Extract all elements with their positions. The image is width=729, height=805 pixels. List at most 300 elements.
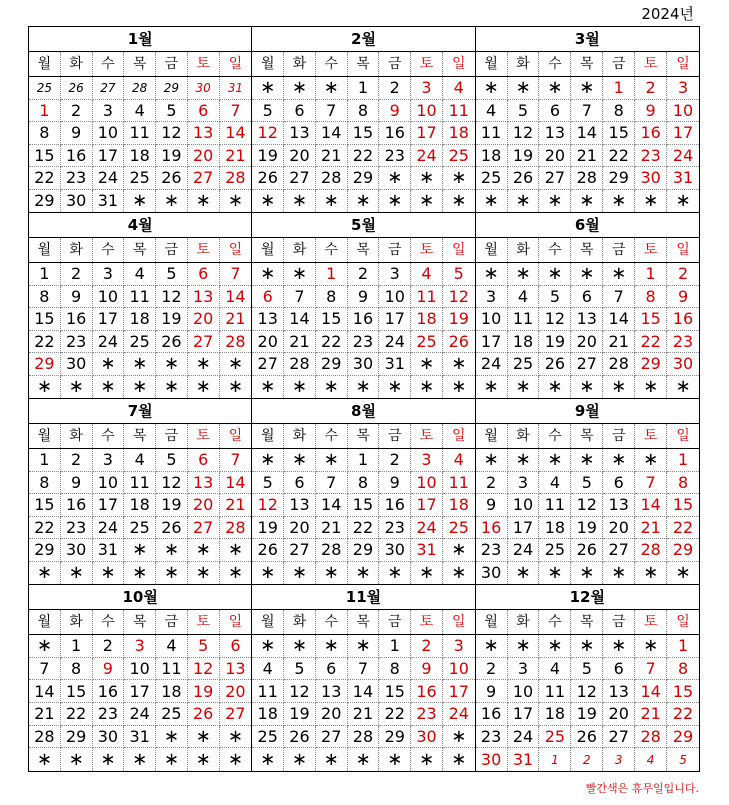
day-cell: 31: [508, 748, 540, 771]
day-cell: 25: [124, 167, 156, 190]
weekday-label: 일: [452, 242, 466, 258]
day-cell: 28: [348, 726, 380, 749]
empty-cell: ∗: [93, 748, 125, 771]
day-cell: 20: [603, 517, 635, 540]
empty-cell: ∗: [156, 539, 188, 562]
empty-cell: ∗: [603, 562, 635, 585]
empty-cell: ∗: [284, 376, 316, 399]
day-cell: 6: [284, 472, 316, 495]
day-cell: 10: [508, 680, 540, 703]
month-title: 6월: [476, 213, 699, 238]
weekday-header: [252, 238, 474, 263]
day-cell: 29: [379, 726, 411, 749]
day-cell: 23: [411, 703, 443, 726]
empty-cell: ∗: [316, 376, 348, 399]
day-cell: 17: [379, 308, 411, 331]
day-cell: 9: [61, 286, 93, 309]
day-cell: 3: [379, 263, 411, 286]
month-8: [252, 399, 475, 585]
day-cell: 16: [411, 680, 443, 703]
weekday-header: [476, 52, 699, 77]
day-cell: 29: [29, 353, 61, 376]
day-cell: 3: [411, 449, 443, 472]
day-cell: 27: [188, 517, 220, 540]
day-cell: 23: [61, 517, 93, 540]
weekday-label: 금: [156, 238, 188, 262]
weekday-label: 월: [252, 610, 284, 634]
month-7: [29, 399, 252, 585]
day-cell: 25: [443, 517, 475, 540]
day-cell: 27: [284, 167, 316, 190]
day-cell: 26: [61, 77, 93, 100]
day-cell: 11: [443, 100, 475, 123]
day-cell: 11: [539, 680, 571, 703]
empty-cell: ∗: [188, 539, 220, 562]
weekday-label: 토: [635, 238, 667, 262]
day-cell: 18: [252, 703, 284, 726]
day-cell: 10: [667, 100, 699, 123]
empty-cell: ∗: [156, 562, 188, 585]
day-cell: 21: [220, 494, 252, 517]
empty-cell: ∗: [316, 635, 348, 658]
day-cell: 16: [348, 308, 380, 331]
weekday-header: [476, 238, 699, 263]
day-cell: 30: [188, 77, 220, 100]
day-cell: 24: [411, 517, 443, 540]
day-cell: 6: [603, 472, 635, 495]
day-cell: 8: [29, 472, 61, 495]
day-cell: 7: [284, 286, 316, 309]
day-cell: 11: [156, 658, 188, 681]
day-cell: 27: [284, 539, 316, 562]
month-5: [252, 213, 475, 399]
day-cell: 23: [476, 726, 508, 749]
empty-cell: ∗: [411, 167, 443, 190]
weekday-label: 목: [348, 610, 380, 634]
day-cell: 13: [603, 494, 635, 517]
day-cell: 22: [667, 517, 699, 540]
weekday-label: 토: [188, 52, 220, 76]
day-cell: 8: [667, 658, 699, 681]
day-cell: 1: [667, 635, 699, 658]
day-cell: 26: [539, 353, 571, 376]
day-cell: 21: [635, 517, 667, 540]
empty-cell: ∗: [476, 449, 508, 472]
day-cell: 29: [29, 190, 61, 213]
day-cell: 13: [188, 122, 220, 145]
day-cell: 15: [61, 680, 93, 703]
day-cell: 1: [539, 748, 571, 771]
day-cell: 19: [188, 680, 220, 703]
day-cell: 21: [29, 703, 61, 726]
weekday-label: 일: [676, 56, 690, 72]
day-cell: 11: [476, 122, 508, 145]
day-cell: 2: [379, 449, 411, 472]
day-cell: 29: [156, 77, 188, 100]
empty-cell: ∗: [348, 190, 380, 213]
weekday-label: 월: [29, 238, 61, 262]
empty-cell: ∗: [443, 353, 475, 376]
day-cell: 18: [508, 331, 540, 354]
day-cell: 7: [635, 658, 667, 681]
empty-cell: ∗: [348, 562, 380, 585]
empty-cell: ∗: [284, 748, 316, 771]
day-cell: 17: [93, 494, 125, 517]
weekday-label: 토: [411, 424, 443, 448]
month-6: [476, 213, 699, 399]
day-cell: 6: [571, 286, 603, 309]
day-cell: 21: [316, 145, 348, 168]
day-cell: 13: [188, 286, 220, 309]
day-grid: [29, 77, 251, 212]
day-cell: 26: [443, 331, 475, 354]
day-cell: 21: [220, 308, 252, 331]
weekday-label: 토: [411, 610, 443, 634]
month-title: 9월: [476, 399, 699, 424]
day-cell: 25: [443, 145, 475, 168]
empty-cell: ∗: [379, 167, 411, 190]
day-cell: 6: [316, 658, 348, 681]
day-cell: 19: [156, 145, 188, 168]
weekday-label: 목: [124, 238, 156, 262]
empty-cell: ∗: [156, 748, 188, 771]
day-cell: 4: [443, 449, 475, 472]
day-cell: 9: [379, 100, 411, 123]
month-title: 7월: [29, 399, 251, 424]
weekday-label: 수: [316, 52, 348, 76]
empty-cell: ∗: [188, 562, 220, 585]
empty-cell: ∗: [188, 748, 220, 771]
day-cell: 8: [348, 100, 380, 123]
day-cell: 28: [284, 353, 316, 376]
empty-cell: ∗: [29, 376, 61, 399]
month-4: [29, 213, 252, 399]
weekday-label: 수: [93, 610, 125, 634]
day-grid: [29, 263, 251, 398]
day-cell: 3: [508, 658, 540, 681]
day-cell: 13: [284, 494, 316, 517]
day-cell: 29: [29, 539, 61, 562]
day-cell: 24: [379, 331, 411, 354]
day-cell: 18: [443, 494, 475, 517]
day-grid: [29, 449, 251, 584]
day-cell: 7: [571, 100, 603, 123]
day-cell: 2: [61, 449, 93, 472]
empty-cell: ∗: [188, 190, 220, 213]
day-cell: 16: [476, 517, 508, 540]
day-cell: 28: [220, 331, 252, 354]
empty-cell: ∗: [476, 635, 508, 658]
day-cell: 18: [156, 680, 188, 703]
day-cell: 31: [667, 167, 699, 190]
empty-cell: ∗: [379, 376, 411, 399]
empty-cell: ∗: [379, 748, 411, 771]
day-cell: 7: [603, 286, 635, 309]
day-grid: [476, 263, 699, 398]
weekday-label: 화: [284, 424, 316, 448]
day-cell: 18: [539, 703, 571, 726]
day-cell: 26: [252, 167, 284, 190]
day-cell: 10: [379, 286, 411, 309]
month-title: 8월: [252, 399, 474, 424]
day-grid: [476, 77, 699, 212]
day-cell: 3: [443, 635, 475, 658]
day-cell: 21: [603, 331, 635, 354]
weekday-label: 수: [93, 424, 125, 448]
empty-cell: ∗: [124, 376, 156, 399]
day-cell: 20: [284, 145, 316, 168]
day-cell: 5: [156, 449, 188, 472]
weekday-header: [29, 610, 251, 635]
day-cell: 7: [635, 472, 667, 495]
day-cell: 24: [93, 167, 125, 190]
weekday-header: [29, 238, 251, 263]
day-grid: [252, 635, 474, 771]
day-cell: 25: [156, 703, 188, 726]
day-cell: 20: [252, 331, 284, 354]
weekday-label: 일: [228, 614, 243, 630]
day-cell: 6: [188, 100, 220, 123]
day-cell: 4: [124, 100, 156, 123]
day-cell: 7: [348, 658, 380, 681]
day-cell: 26: [571, 726, 603, 749]
day-cell: 17: [93, 308, 125, 331]
day-cell: 11: [124, 472, 156, 495]
empty-cell: ∗: [61, 562, 93, 585]
weekday-label: 일: [228, 428, 243, 444]
day-cell: 6: [284, 100, 316, 123]
day-cell: 12: [188, 658, 220, 681]
day-cell: 3: [508, 472, 540, 495]
month-3: [476, 27, 699, 213]
day-cell: 19: [539, 331, 571, 354]
day-cell: 1: [348, 449, 380, 472]
day-cell: 15: [635, 308, 667, 331]
day-cell: 14: [220, 286, 252, 309]
day-cell: 5: [252, 100, 284, 123]
day-cell: 27: [603, 726, 635, 749]
day-cell: 10: [411, 472, 443, 495]
empty-cell: ∗: [443, 167, 475, 190]
day-cell: 22: [29, 167, 61, 190]
day-cell: 23: [379, 145, 411, 168]
day-cell: 1: [29, 449, 61, 472]
day-cell: 19: [571, 703, 603, 726]
empty-cell: ∗: [252, 263, 284, 286]
empty-cell: ∗: [227, 190, 243, 212]
day-cell: 20: [188, 308, 220, 331]
day-cell: 9: [61, 122, 93, 145]
day-cell: 17: [476, 331, 508, 354]
day-cell: 15: [667, 494, 699, 517]
day-cell: 28: [124, 77, 156, 100]
day-cell: 25: [476, 167, 508, 190]
weekday-label: 목: [348, 238, 380, 262]
weekday-label: 화: [284, 238, 316, 262]
empty-cell: ∗: [284, 190, 316, 213]
weekday-header: [476, 424, 699, 449]
empty-cell: ∗: [252, 562, 284, 585]
day-cell: 5: [156, 100, 188, 123]
day-cell: 29: [61, 726, 93, 749]
day-cell: 13: [284, 122, 316, 145]
day-cell: 12: [571, 494, 603, 517]
empty-cell: ∗: [476, 190, 508, 213]
day-cell: 22: [348, 145, 380, 168]
empty-cell: ∗: [451, 562, 467, 584]
empty-cell: ∗: [571, 376, 603, 399]
day-cell: 25: [124, 331, 156, 354]
day-cell: 22: [316, 331, 348, 354]
empty-cell: ∗: [156, 726, 188, 749]
month-2: [252, 27, 475, 213]
empty-cell: ∗: [635, 635, 667, 658]
empty-cell: ∗: [284, 263, 316, 286]
empty-cell: ∗: [156, 190, 188, 213]
weekday-label: 금: [603, 610, 635, 634]
empty-cell: ∗: [252, 77, 284, 100]
day-cell: 19: [508, 145, 540, 168]
day-cell: 20: [316, 703, 348, 726]
day-cell: 25: [508, 353, 540, 376]
empty-cell: ∗: [124, 353, 156, 376]
day-cell: 30: [61, 539, 93, 562]
day-cell: 4: [508, 286, 540, 309]
day-cell: 23: [379, 517, 411, 540]
day-cell: 20: [571, 331, 603, 354]
weekday-label: 월: [252, 52, 284, 76]
empty-cell: ∗: [252, 635, 284, 658]
day-grid: [252, 263, 474, 398]
empty-cell: ∗: [539, 190, 571, 213]
empty-cell: ∗: [29, 635, 61, 658]
day-grid: [476, 449, 699, 584]
weekday-label: 월: [29, 610, 61, 634]
day-cell: 4: [539, 658, 571, 681]
empty-cell: ∗: [379, 190, 411, 213]
day-cell: 23: [61, 331, 93, 354]
day-cell: 31: [411, 539, 443, 562]
day-cell: 11: [411, 286, 443, 309]
weekday-label: 토: [188, 610, 220, 634]
day-cell: 5: [508, 100, 540, 123]
day-cell: 7: [220, 449, 252, 472]
day-cell: 22: [379, 703, 411, 726]
empty-cell: ∗: [93, 353, 125, 376]
day-cell: 1: [379, 635, 411, 658]
month-11: [252, 585, 475, 771]
day-cell: 13: [252, 308, 284, 331]
day-cell: 28: [220, 167, 252, 190]
day-cell: 18: [476, 145, 508, 168]
day-cell: 4: [443, 77, 475, 100]
day-cell: 8: [379, 658, 411, 681]
day-cell: 1: [29, 100, 61, 123]
empty-cell: ∗: [252, 449, 284, 472]
weekday-label: 화: [61, 610, 93, 634]
day-cell: 27: [571, 353, 603, 376]
day-cell: 4: [411, 263, 443, 286]
day-cell: 22: [29, 331, 61, 354]
day-cell: 27: [188, 331, 220, 354]
weekday-label: 화: [284, 52, 316, 76]
day-cell: 26: [508, 167, 540, 190]
empty-cell: ∗: [675, 376, 691, 398]
empty-cell: ∗: [284, 635, 316, 658]
day-cell: 16: [61, 308, 93, 331]
weekday-label: 월: [252, 424, 284, 448]
day-cell: 14: [603, 308, 635, 331]
day-cell: 10: [411, 100, 443, 123]
day-cell: 30: [61, 353, 93, 376]
empty-cell: ∗: [571, 562, 603, 585]
empty-cell: ∗: [316, 449, 348, 472]
weekday-label: 월: [476, 238, 508, 262]
weekday-label: 일: [452, 614, 466, 630]
day-cell: 5: [539, 286, 571, 309]
empty-cell: ∗: [227, 749, 243, 771]
day-cell: 17: [124, 680, 156, 703]
empty-cell: ∗: [284, 562, 316, 585]
empty-cell: ∗: [348, 635, 380, 658]
empty-cell: ∗: [451, 749, 467, 771]
day-cell: 8: [635, 286, 667, 309]
day-cell: 31: [124, 726, 156, 749]
day-cell: 25: [252, 726, 284, 749]
weekday-header: [252, 610, 474, 635]
weekday-label: 월: [476, 610, 508, 634]
month-title: 12월: [476, 585, 699, 610]
empty-cell: ∗: [539, 562, 571, 585]
day-cell: 11: [252, 680, 284, 703]
day-cell: 14: [284, 308, 316, 331]
month-title: 4월: [29, 213, 251, 238]
day-cell: 19: [252, 145, 284, 168]
day-cell: 15: [316, 308, 348, 331]
empty-cell: ∗: [635, 562, 667, 585]
day-cell: 22: [635, 331, 667, 354]
year-label: 2024년: [641, 5, 694, 23]
day-cell: 9: [476, 494, 508, 517]
day-cell: 30: [476, 562, 508, 585]
empty-cell: ∗: [539, 635, 571, 658]
day-cell: 9: [411, 658, 443, 681]
day-cell: 12: [539, 308, 571, 331]
day-cell: 5: [443, 263, 475, 286]
empty-cell: ∗: [124, 190, 156, 213]
day-cell: 3: [411, 77, 443, 100]
day-cell: 13: [539, 122, 571, 145]
day-cell: 29: [348, 539, 380, 562]
day-cell: 8: [667, 472, 699, 495]
day-cell: 26: [188, 703, 220, 726]
day-cell: 17: [443, 680, 475, 703]
day-cell: 28: [220, 517, 252, 540]
day-cell: 14: [220, 122, 252, 145]
day-cell: 8: [316, 286, 348, 309]
day-cell: 22: [29, 517, 61, 540]
day-cell: 7: [220, 263, 252, 286]
empty-cell: ∗: [451, 376, 467, 398]
day-cell: 5: [188, 635, 220, 658]
weekday-label: 화: [508, 52, 540, 76]
day-cell: 24: [667, 145, 699, 168]
day-cell: 7: [316, 100, 348, 123]
day-cell: 16: [61, 494, 93, 517]
day-cell: 12: [508, 122, 540, 145]
day-cell: 19: [156, 308, 188, 331]
day-cell: 16: [667, 308, 699, 331]
